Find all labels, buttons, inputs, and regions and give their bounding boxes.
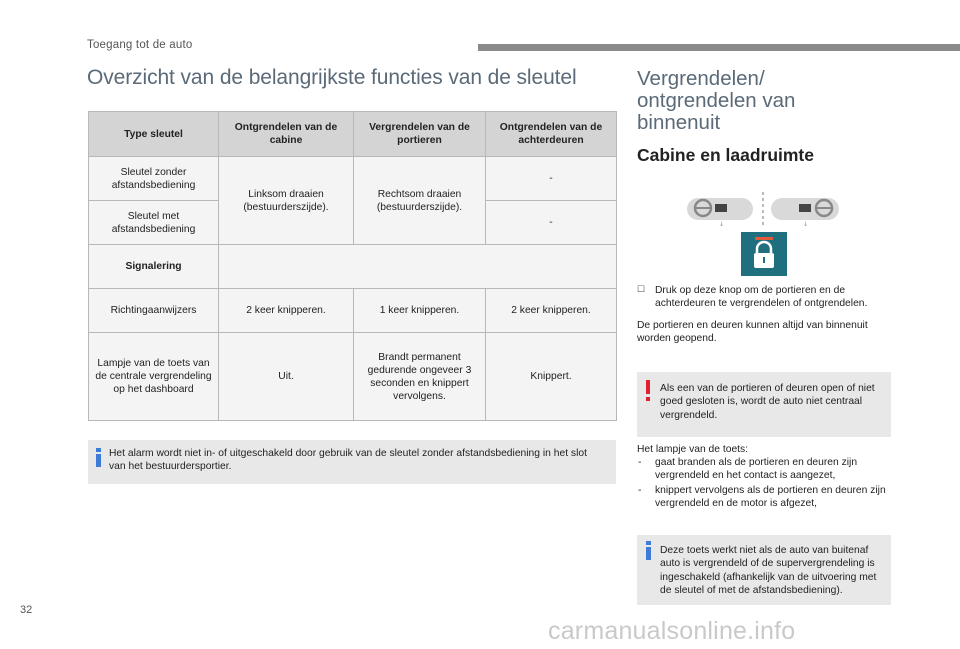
key-functions-table <box>88 111 617 421</box>
bullet-text: Druk op deze knop om de portieren en de achterdeuren te vergrendelen of ontgrendelen. <box>655 285 868 310</box>
table-cell: - <box>486 157 617 201</box>
list-dash: - <box>638 457 642 468</box>
paragraph: De portieren en deuren kunnen altijd van binnenuit worden geopend. <box>637 320 868 345</box>
alarm-note: Het alarm wordt niet in- of uitgeschakeld door gebruik van de sleutel zonder afstandsbediening in het slot van het bestuurdersportier. <box>109 448 587 473</box>
right-switch-panel <box>771 198 839 228</box>
right-title: Vergrendelen/ ontgrendelen van binnenuit <box>637 67 796 134</box>
table-cell: Signalering <box>89 245 219 289</box>
table-row <box>89 157 617 201</box>
table-cell: Knippert. <box>486 333 617 421</box>
watermark: carmanualsonline.info <box>548 617 796 645</box>
table-row <box>89 245 617 289</box>
table-cell: Sleutel zonder afstandsbediening <box>89 157 219 201</box>
table-cell: 2 keer knipperen. <box>486 289 617 333</box>
warning-text: Als een van de portieren of deuren open of niet goed gesloten is, wordt de auto niet centraal vergrendeld. <box>660 383 875 421</box>
central-lock-button <box>741 232 787 276</box>
table-cell <box>219 245 617 289</box>
table-cell: Richtingaanwijzers <box>89 289 219 333</box>
table-cell: Sleutel met afstandsbediening <box>89 201 219 245</box>
svg-text:↓: ↓ <box>803 221 809 228</box>
table-cell: Rechtsom draaien (bestuurderszijde). <box>354 157 486 245</box>
info-text: Deze toets werkt niet als de auto van buitenaf auto is vergrendeld of de supervergrendeling is ingeschakeld (afhankelijk van de uitvoering met de sleutel of met de afstandsbediening). <box>660 545 877 597</box>
table-header-cell: Vergrendelen van de portieren <box>354 112 486 157</box>
table-row <box>89 333 617 421</box>
section-header: Toegang tot de auto <box>87 39 193 51</box>
list-dash: - <box>638 485 642 496</box>
left-switch-panel <box>687 198 753 228</box>
table-row <box>89 289 617 333</box>
table-cell: 2 keer knipperen. <box>219 289 354 333</box>
lamp-intro: Het lampje van de toets: <box>637 444 749 455</box>
page-number: 32 <box>20 604 33 616</box>
main-title: Overzicht van de belangrijkste functies van de sleutel <box>87 66 577 89</box>
header-bar <box>478 44 960 51</box>
table-header-cell: Ontgrendelen van de cabine <box>219 112 354 157</box>
table-cell: - <box>486 201 617 245</box>
info-box-2 <box>637 535 891 605</box>
list-item: knippert vervolgens als de portieren en deuren zijn vergrendeld en de motor is afgezet, <box>655 485 886 510</box>
info-icon <box>92 448 106 468</box>
warning-icon <box>643 380 653 402</box>
table-header-cell: Ontgrendelen van de achterdeuren <box>486 112 617 157</box>
warning-box <box>637 372 891 437</box>
list-item: gaat branden als de portieren en deuren zijn vergrendeld en het contact is aangezet, <box>655 457 858 482</box>
table-cell: Linksom draaien (bestuurderszijde). <box>219 157 354 245</box>
dashboard-lock-illustration <box>683 188 843 278</box>
right-subtitle: Cabine en laadruimte <box>637 145 814 165</box>
table-cell: 1 keer knipperen. <box>354 289 486 333</box>
info-icon <box>642 541 656 561</box>
svg-text:↓: ↓ <box>719 221 725 228</box>
table-cell: Lampje van de toets van de centrale vergrendeling op het dashboard <box>89 333 219 421</box>
checkbox-bullet-icon: ☐ <box>637 284 646 294</box>
table-header-row <box>89 112 617 157</box>
table-header-cell: Type sleutel <box>89 112 219 157</box>
table-cell: Uit. <box>219 333 354 421</box>
table-cell: Brandt permanent gedurende ongeveer 3 seconden en knippert vervolgens. <box>354 333 486 421</box>
alarm-info-box <box>88 440 616 484</box>
